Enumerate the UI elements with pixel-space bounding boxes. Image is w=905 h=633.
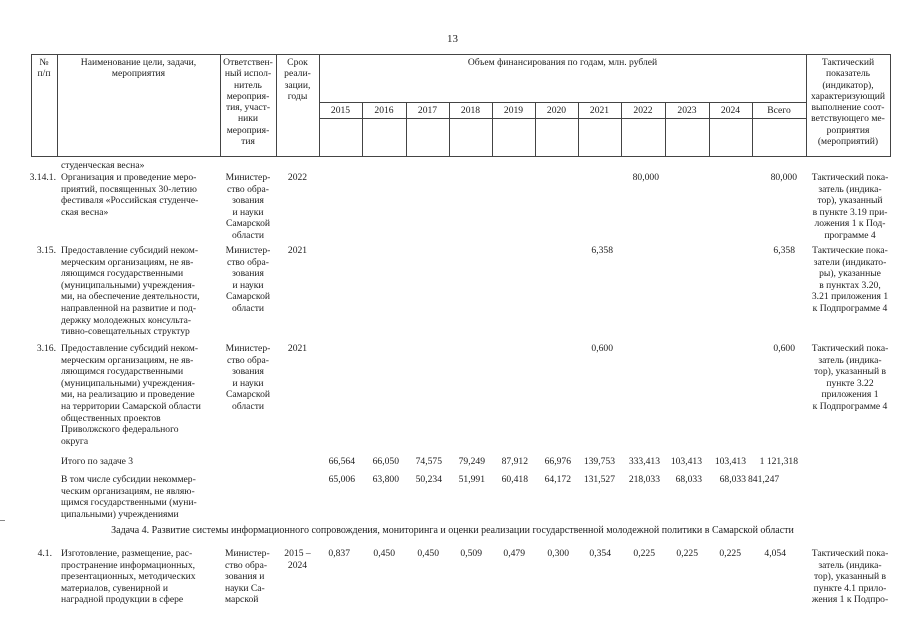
value-cell: 0,225 <box>676 548 698 559</box>
header-year: 2017 <box>417 105 438 116</box>
row-number: 3.15. <box>36 245 56 256</box>
row-number: 4.1. <box>37 548 52 559</box>
header-right-border <box>890 54 891 157</box>
value-cell: 66,564 <box>328 456 355 467</box>
task-heading: Задача 4. Развитие системы информационного сопровождения, мониторинга и оценки реализации государственной молодежной политики в Самарской области <box>111 525 794 536</box>
header-year: 2021 <box>589 105 610 116</box>
value-cell: 0,300 <box>547 548 569 559</box>
row-responsible: Министер- ство обра- зования и науки Самарской области <box>225 343 271 412</box>
row-indicator: Тактический пока- затель (индика- тор), указанный в пункте 3.19 при- ложения 1 к Под- программе 4 <box>811 172 889 241</box>
subsidy-label: В том числе субсидии некоммер- ческим организациям, не являю- щимся государственными (муни- ципальными) учреждениями <box>61 474 197 520</box>
value-cell: 0,450 <box>373 548 395 559</box>
total-cell: 80,000 <box>770 172 797 183</box>
value-cell: 50,234 <box>415 474 442 485</box>
value-cell: 103,413 <box>714 456 746 467</box>
row-term: 2021 <box>287 245 308 256</box>
value-cell: 66,050 <box>372 456 399 467</box>
value-cell: 74,575 <box>415 456 442 467</box>
row-responsible: Министер- ство обра- зования и науки Самарской области <box>225 172 271 241</box>
header-year: 2018 <box>460 105 481 116</box>
total-label: Итого по задаче 3 <box>61 456 134 467</box>
value-cell: 0,225 <box>719 548 741 559</box>
value-cell: 68,033 <box>719 474 746 485</box>
value-cell: 64,172 <box>544 474 571 485</box>
header-number: № п/п <box>37 57 51 80</box>
years-top-border <box>319 102 806 103</box>
row-responsible: Министер- ство обра- зования и науки Са- марской <box>225 548 270 606</box>
row-number: 3.14.1. <box>29 172 56 183</box>
header-year: 2022 <box>633 105 653 116</box>
row-name: Изготовление, размещение, рас- пространение информационных, презентационных, методических материалов, сувенирной и наградной продукции в сфере <box>61 548 196 606</box>
value-cell: 66,976 <box>544 456 571 467</box>
row-name: Предоставление субсидий неком- мерческим организациям, не яв- ляющимся государственными (муниципальными) учреждения- ми, на обеспечение деятельности, направленной на развитие и под- держку молодежных консульта- тивно-совещательных структур <box>61 245 200 338</box>
years-bottom-border <box>319 118 806 119</box>
row-term: 2015 – 2024 <box>284 548 311 571</box>
header-responsible: Ответствен- ный испол- нитель мероприя- тия, участ- ники мероприя- тия <box>223 57 273 148</box>
value-cell: 79,249 <box>458 456 485 467</box>
total-cell: 6,358 <box>773 245 795 256</box>
value-cell: 139,753 <box>583 456 615 467</box>
row-indicator: Тактический пока- затель (индика- тор), указанный в пункте 4.1 прило- жения 1 к Подпро- <box>811 548 889 606</box>
value-cell: 0,354 <box>589 548 611 559</box>
header-year: 2015 <box>330 105 351 116</box>
header-year: 2020 <box>546 105 567 116</box>
header-year: 2019 <box>503 105 524 116</box>
value-cell: 131,527 <box>583 474 615 485</box>
value-cell: 80,000 <box>632 172 659 183</box>
value-cell: 6,358 <box>591 245 613 256</box>
value-cell: 333,413 <box>628 456 660 467</box>
value-cell: 63,800 <box>372 474 399 485</box>
header-term: Срок реали- зации, годы <box>284 57 311 102</box>
value-cell: 0,509 <box>460 548 482 559</box>
header-top-border <box>31 54 891 55</box>
row-indicator: Тактические пока- затели (индикато- ры), указанные в пунктах 3.20, 3.21 приложения 1 к Подпрограмме 4 <box>811 245 889 314</box>
value-cell: 0,479 <box>503 548 525 559</box>
header-name: Наименование цели, задачи, мероприятия <box>80 57 197 80</box>
row-indicator: Тактический пока- затель (индика- тор), указанный в пункте 3.22 приложения 1 к Подпрограмме 4 <box>811 343 889 412</box>
value-cell: 60,418 <box>501 474 528 485</box>
value-cell: 68,033 <box>675 474 702 485</box>
row-name: Предоставление субсидий неком- мерческим организациям, не яв- ляющимся государственными (муниципальными) учреждения- ми, на реализацию и проведение на территории Самарской области общественных проектов Приволжского федерального округа <box>61 343 201 447</box>
header-year: 2023 <box>677 105 697 116</box>
row-name: Организация и проведение меро- приятий, посвященных 30-летию фестиваля «Российская студенче- ская весна» <box>61 172 199 218</box>
value-cell: 103,413 <box>670 456 702 467</box>
value-cell: 0,225 <box>633 548 655 559</box>
header-total: Всего <box>767 105 791 116</box>
value-cell: 87,912 <box>501 456 528 467</box>
value-cell: 51,991 <box>458 474 485 485</box>
header-bottom-border <box>31 156 891 157</box>
value-cell: 65,006 <box>328 474 355 485</box>
row-term: 2022 <box>287 172 308 183</box>
row-term: 2021 <box>287 343 308 354</box>
page-number: 13 <box>447 33 458 45</box>
value-cell: 0,600 <box>591 343 613 354</box>
total-cell: 841,247 <box>748 474 780 485</box>
header-funding: Объем финансирования по годам, млн. рублей <box>467 57 658 68</box>
value-cell: 0,837 <box>328 548 350 559</box>
value-cell: 0,450 <box>417 548 439 559</box>
total-cell: 4,054 <box>764 548 786 559</box>
total-cell: 0,600 <box>773 343 795 354</box>
value-cell: 218,033 <box>628 474 660 485</box>
header-indicator: Тактический показатель (индикатор), характеризующий выполнение соот- ветствующего ме- роприятия (мероприятий) <box>810 57 886 148</box>
scan-mark <box>0 520 5 521</box>
row-responsible: Министер- ство обра- зования и науки Самарской области <box>225 245 271 314</box>
header-year: 2016 <box>374 105 394 116</box>
carryover-text: студенческая весна» <box>61 160 145 171</box>
total-cell: 1 121,318 <box>759 456 798 467</box>
header-year: 2024 <box>720 105 741 116</box>
row-number: 3.16. <box>36 343 56 354</box>
